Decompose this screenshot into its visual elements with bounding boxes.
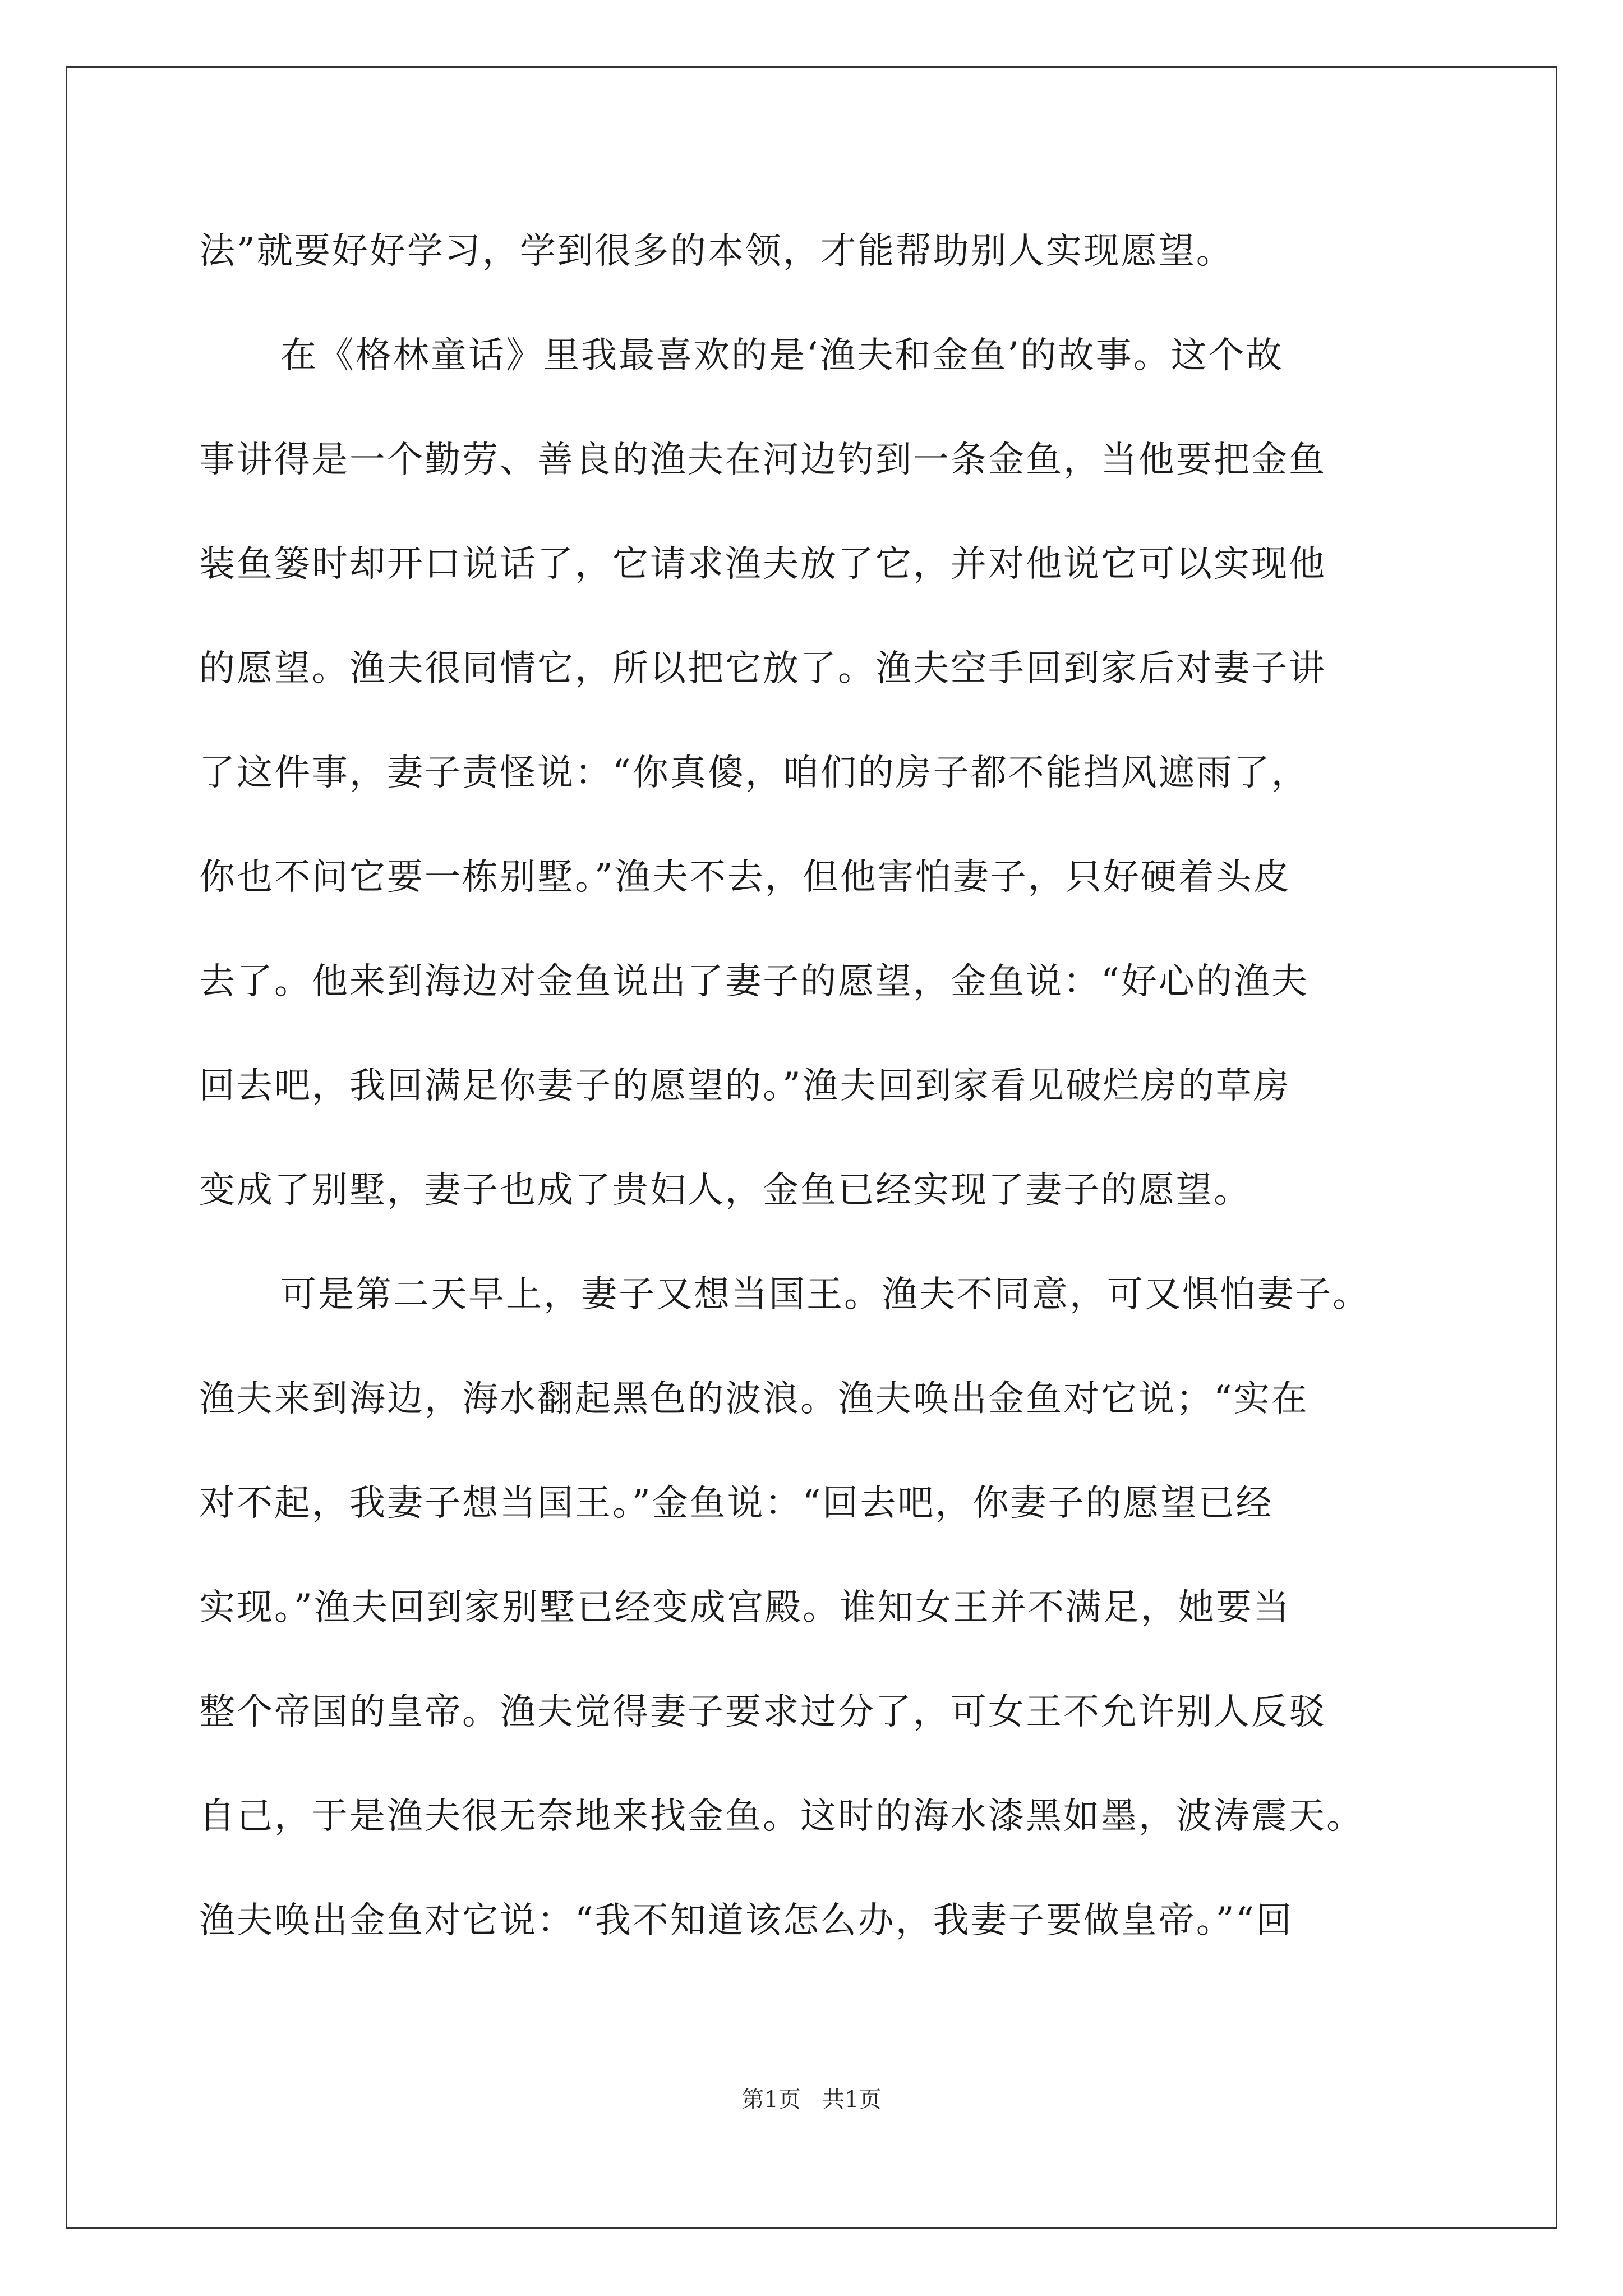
- page-number: 第1页 共1页: [741, 2087, 882, 2113]
- text-line: 法”就要好好学习，学到很多的本领，才能帮助别人实现愿望。: [199, 231, 1234, 272]
- text-line: 你也不问它要一栋别墅。”渔夫不去，但他害怕妻子，只好硬着头皮: [199, 857, 1291, 898]
- paragraph-start-line: 在《格林童话》里我最喜欢的是‘渔夫和金鱼’的故事。这个故: [280, 335, 1284, 376]
- text-line: 对不起，我妻子想当国王。”金鱼说：“回去吧，你妻子的愿望已经: [199, 1483, 1274, 1524]
- text-line: 了这件事，妻子责怪说：“你真傻，咱们的房子都不能挡风遮雨了，: [199, 752, 1309, 794]
- text-line: 整个帝国的皇帝。渔夫觉得妻子要求过分了，可女王不允许别人反驳: [199, 1691, 1326, 1733]
- text-line: 的愿望。渔夫很同情它，所以把它放了。渔夫空手回到家后对妻子讲: [199, 648, 1326, 689]
- text-line: 渔夫唤出金鱼对它说：“我不知道该怎么办，我妻子要做皇帝。”“回: [199, 1900, 1294, 1941]
- text-line: 变成了别墅，妻子也成了贵妇人，金鱼已经实现了妻子的愿望。: [199, 1170, 1251, 1211]
- text-line: 装鱼篓时却开口说话了，它请求渔夫放了它，并对他说它可以实现他: [199, 544, 1326, 585]
- text-line: 事讲得是一个勤劳、善良的渔夫在河边钓到一条金鱼，当他要把金鱼: [199, 439, 1326, 481]
- text-line: 实现。”渔夫回到家别墅已经变成宫殿。谁知女王并不满足，她要当: [199, 1587, 1291, 1628]
- text-line: 去了。他来到海边对金鱼说出了妻子的愿望，金鱼说：“好心的渔夫: [199, 961, 1309, 1002]
- text-line: 自己，于是渔夫很无奈地来找金鱼。这时的海水漆黑如墨，波涛震天。: [199, 1796, 1364, 1837]
- text-line: 渔夫来到海边，海水翻起黑色的波浪。渔夫唤出金鱼对它说；“实在: [199, 1378, 1309, 1420]
- text-line: 回去吧，我回满足你妻子的愿望的。”渔夫回到家看见破烂房的草房: [199, 1065, 1291, 1107]
- paragraph-start-line: 可是第二天早上，妻子又想当国王。渔夫不同意，可又惧怕妻子。: [280, 1274, 1370, 1315]
